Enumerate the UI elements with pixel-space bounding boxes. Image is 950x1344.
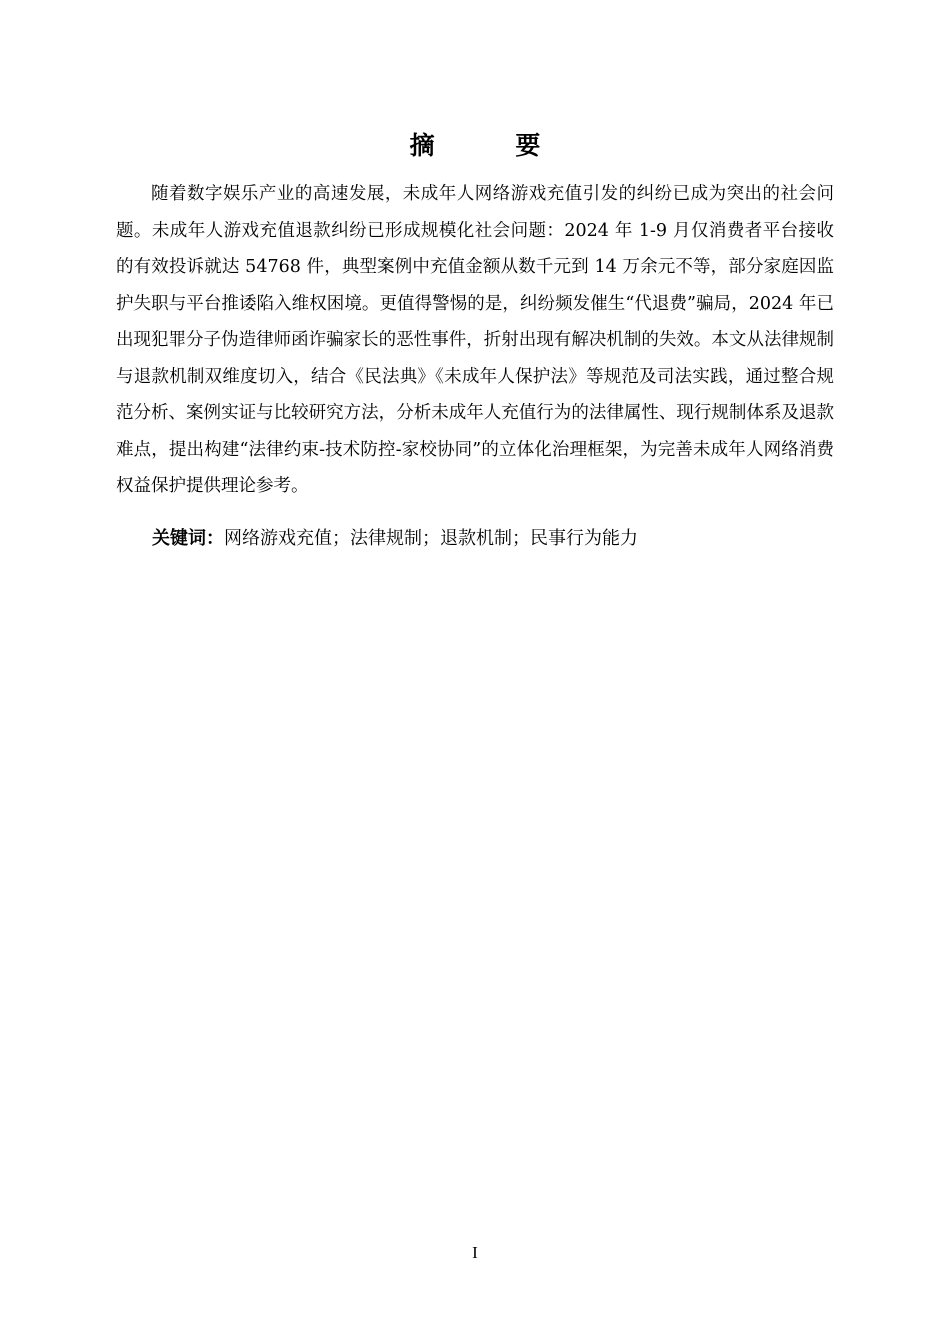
keywords-line — [152, 521, 834, 557]
abstract-body: 随着数字娱乐产业的高速发展，未成年人网络游戏充值引发的纠纷已成为突出的社会问题。未成年人游戏充值退款纠纷已形成规模化社会问题：2024 年 1-9 月仅消费者平台接收的有效投诉就达 54768 件，典型案例中充值金额从数千元到 14 万余元不等，部分家庭因监护失职与平台推诿陷入维权困境。更值得警惕的是，纠纷频发催生“代退费”骗局，2024 年已出现犯罪分子伪造律师函诈骗家长的恶性事件，折射出现有解决机制的失效。本文从法律规制与退款机制双维度切入，结合《民法典》《未成年人保护法》等规范及司法实践，通过整合规范分析、案例实证与比较研究方法，分析未成年人充值行为的法律属性、现行规制体系及退款难点，提出构建“法律约束-技术防控-家校协同”的立体化治理框架，为完善未成年人网络消费权益保护提供理论参考。 — [116, 184, 834, 496]
abstract-title: 摘 要 — [409, 131, 577, 160]
keywords-values: 网络游戏充值；法律规制；退款机制；民事行为能力 — [224, 528, 638, 549]
keywords-label: 关键词： — [152, 528, 224, 549]
page-number: I — [472, 1243, 478, 1262]
